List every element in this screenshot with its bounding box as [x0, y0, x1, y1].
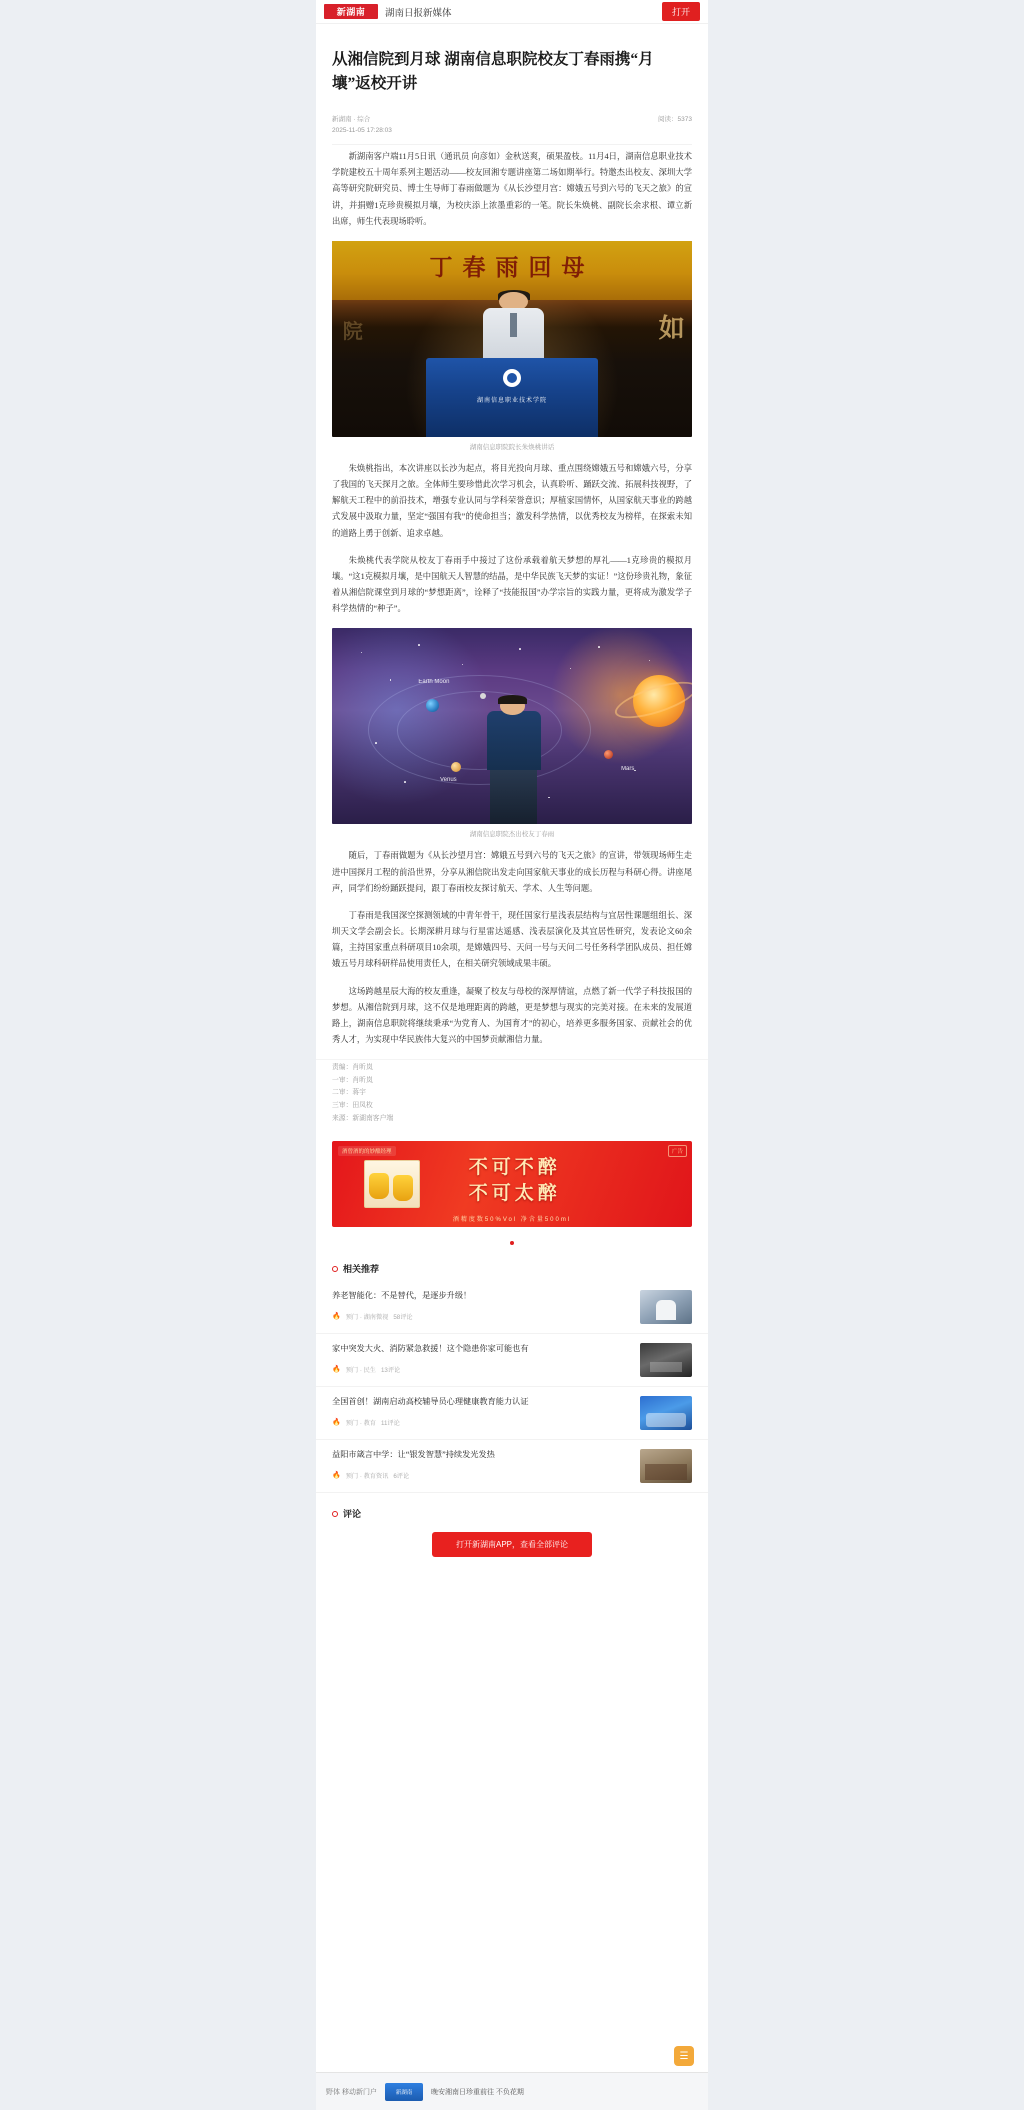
figure-image-auditorium — [332, 241, 692, 437]
banner-text: 丁春雨回母 — [429, 254, 595, 280]
list-item[interactable] — [316, 1440, 708, 1493]
recommend-comments: 58评论 — [393, 1313, 413, 1321]
page-title: 从湘信院到月球 湖南信息职院校友丁春雨携“月壤”返校开讲 — [332, 51, 654, 92]
flame-icon: 🔥 — [332, 1313, 341, 1321]
article-figure — [332, 628, 692, 838]
ad-badge: 广告 — [668, 1145, 687, 1157]
flame-icon: 🔥 — [332, 1472, 341, 1480]
recommend-thumbnail[interactable] — [640, 1449, 692, 1483]
venus-planet — [451, 762, 461, 772]
ad-sponsor-label: 酒曾酒的的妙酿经理 — [338, 1146, 396, 1156]
flame-icon: 🔥 — [332, 1419, 341, 1427]
section-bullet-icon — [332, 1266, 338, 1272]
paragraph: 随后，丁春雨做题为《从长沙望月宫：嫦娥五号到六号的飞天之旅》的宣讲，带领现场师生走进中国探月工程的前沿世界，分享从湘信院出发走向国家航天事业的成长历程与科研心得。讲座尾声，同学们纷纷踊跃提问，跟丁春雨校友探讨航天、学术、人生等问题。 — [332, 851, 692, 893]
article-credits — [316, 1059, 708, 1135]
speaker-legs — [490, 766, 537, 825]
earth-moon-label: Earth Moon — [418, 679, 450, 686]
article-datetime: 2025-11-05 17:28:03 — [332, 126, 392, 134]
credit-line: 二审：蒋宇 — [332, 1089, 366, 1097]
recommend-thumbnail[interactable] — [640, 1343, 692, 1377]
open-app-comments-button[interactable]: 打开新湖南APP，查看全部评论 — [432, 1532, 592, 1557]
speaker-tie — [510, 313, 517, 337]
recommend-title: 养老智能化：不是替代，是逐步升级！ — [332, 1291, 472, 1301]
ad-carousel-dots[interactable] — [316, 1227, 708, 1250]
figure-image-cosmos — [332, 628, 692, 824]
flame-icon: 🔥 — [332, 1366, 341, 1374]
paragraph: 这场跨越星辰大海的校友重逢，凝聚了校友与母校的深厚情谊，点燃了新一代学子科技报国的梦想。从湘信院到月球，这不仅是地理距离的跨越，更是梦想与现实的完美对接。在未来的发展道路上，湖南信息职院将继续秉承“为党育人、为国育才”的初心，培养更多服务国家、贡献社会的优秀人才，为实现中华民族伟大复兴的中国梦贡献湘信力量。 — [332, 986, 692, 1045]
list-item[interactable] — [316, 1281, 708, 1334]
credit-line: 来源：新湖南客户端 — [332, 1114, 394, 1122]
ad-headline-line1: 不可不醉 — [468, 1156, 561, 1178]
ad-headline — [469, 1155, 561, 1206]
credit-line: 三审：田凤枚 — [332, 1102, 373, 1110]
credit-line: 责编：肖昕岚 — [332, 1064, 373, 1072]
moon-planet — [480, 693, 486, 699]
comment-section-header — [316, 1493, 708, 1528]
mars-planet — [604, 750, 613, 759]
podium-text: 湖南信息职业技术学院 — [476, 397, 547, 404]
bottom-bar-text: 晚安湘南日珍重前往 不负花期 — [430, 2088, 524, 2096]
recommend-thumbnail[interactable] — [640, 1396, 692, 1430]
recommend-title: 益阳市箴言中学：让“银发智慧”持续发光发热 — [332, 1450, 495, 1460]
recommend-channel: 预门 · 湖南微视 — [345, 1313, 389, 1321]
list-item[interactable] — [316, 1334, 708, 1387]
college-logo-icon — [503, 369, 521, 387]
recommend-title: 全国首创！湖南启动高校辅导员心理健康教育能力认证 — [332, 1397, 529, 1407]
recommend-meta — [332, 1418, 632, 1427]
article-meta — [316, 113, 708, 136]
recommend-thumbnail[interactable] — [640, 1290, 692, 1324]
comment-cta-wrap — [316, 1528, 708, 1575]
figure-caption: 湖南信息职院院长朱焕桃讲话 — [469, 443, 555, 451]
paragraph: 朱焕桃指出，本次讲座以长沙为起点，将目光投向月球、重点围绕嫦娥五号和嫦娥六号，分享了我国的飞天探月之旅。全体师生要珍惜此次学习机会，认真聆听、踊跃交流、拓展科技视野，了解航天工程中的前沿技术，增强专业认同与学科荣誉意识；厚植家国情怀，从国家航天事业的跨越式发展中汲取力量，坚定“强国有我”的使命担当；激发科学热情，以优秀校友为榜样，在探索未知的道路上勇于创新、追求卓越。 — [332, 463, 692, 538]
advertisement-banner[interactable] — [332, 1141, 692, 1227]
app-badge[interactable]: 新湖南 — [385, 2083, 423, 2101]
list-item[interactable] — [316, 1387, 708, 1440]
recommend-channel: 预门 · 教育 — [345, 1419, 376, 1427]
earth-planet — [426, 699, 439, 712]
recommend-comments: 11评论 — [380, 1419, 400, 1427]
speaker-body — [487, 711, 541, 770]
recommend-section-header — [316, 1250, 708, 1281]
recommend-comments: 6评论 — [393, 1472, 410, 1480]
bottom-bar — [316, 2072, 708, 2110]
speaker-hair — [498, 695, 527, 704]
paragraph: 朱焕桃代表学院从校友丁春雨手中接过了这份承载着航天梦想的厚礼——1克珍贵的模拟月壤。“这1克模拟月壤，是中国航天人智慧的结晶，是中华民族飞天梦的实证！”这份珍贵礼物，象征着从湘信院课堂到月球的“梦想距离”，诠释了“技能报国”办学宗旨的实践力量，更将成为激发学子科学热情的“种子”。 — [332, 555, 692, 614]
recommend-comments: 13评论 — [380, 1366, 401, 1374]
banner-side-text-2: 院 — [342, 321, 363, 344]
recommend-meta — [332, 1365, 632, 1374]
recommend-meta — [332, 1312, 632, 1321]
banner-side-text: 如 — [658, 313, 685, 343]
carousel-dot-active[interactable] — [510, 1241, 514, 1245]
comment-section-title: 评论 — [343, 1509, 362, 1520]
open-app-button[interactable]: 打开 — [662, 2, 700, 21]
top-bar — [316, 0, 708, 24]
paragraph: 新湖南客户端11月5日讯（通讯员 向彦如）金秋送爽，硕果盈枝。11月4日，湖南信息职业技术学院建校五十周年系列主题活动——校友回湘专题讲座第二场如期举行。特邀杰出校友、深圳大学高等研究院研究员、博士生导师丁春雨做题为《从长沙望月宫：嫦娥五号到六号的飞天之旅》的宣讲，并捐赠1克珍贵模拟月壤，为校庆添上浓墨重彩的一笔。院长朱焕桃、副院长余求根、谭立新出席，师生代表现场聆听。 — [332, 152, 692, 226]
venus-label: Venus — [440, 777, 457, 784]
section-bullet-icon — [332, 1511, 338, 1517]
ad-product-box — [364, 1160, 420, 1208]
article-views: 阅读：5373 — [658, 116, 692, 124]
podium — [426, 358, 599, 436]
article-figure — [332, 241, 692, 451]
mars-label: Mars — [621, 765, 635, 772]
figure-caption: 湖南信息职院杰出校友丁春雨 — [469, 831, 555, 839]
site-title: 湖南日报新媒体 — [385, 7, 452, 19]
recommend-channel: 预门 · 教育资讯 — [345, 1472, 389, 1480]
recommend-section-title: 相关推荐 — [343, 1264, 380, 1275]
ad-headline-line2: 不可太醉 — [468, 1182, 561, 1204]
bottom-bar-label: 野体 移动新门户 — [326, 2088, 377, 2096]
article-source: 新湖南 · 综合 — [332, 116, 371, 124]
bookmark-icon[interactable]: ☰ — [674, 2046, 694, 2066]
site-logo[interactable]: 新湖南 — [324, 4, 378, 19]
credit-line: 一审：肖昕岚 — [332, 1076, 373, 1084]
ad-product-spec: 酒精度数50%Vol 净含量500ml — [452, 1217, 572, 1224]
paragraph: 丁春雨是我国深空探测领域的中青年骨干，现任国家行星浅表层结构与宜居性课题组组长、深圳天文学会副会长。长期深耕月球与行星雷达遥感、浅表层演化及其宜居性研究，发表论文60余篇，主持国家重点科研项目10余项，是嫦娥四号、天问一号与天问二号任务科学团队成员、担任嫦娥五号月球科研样品使用责任人，在相关研究领域成果丰硕。 — [332, 910, 692, 969]
article-body — [316, 145, 708, 1048]
recommend-meta — [332, 1471, 632, 1480]
article-container — [316, 0, 708, 2110]
recommend-title: 家中突发大火、消防紧急救援！这个隐患你家可能也有 — [332, 1344, 529, 1354]
recommend-channel: 预门 · 民生 — [345, 1366, 376, 1374]
